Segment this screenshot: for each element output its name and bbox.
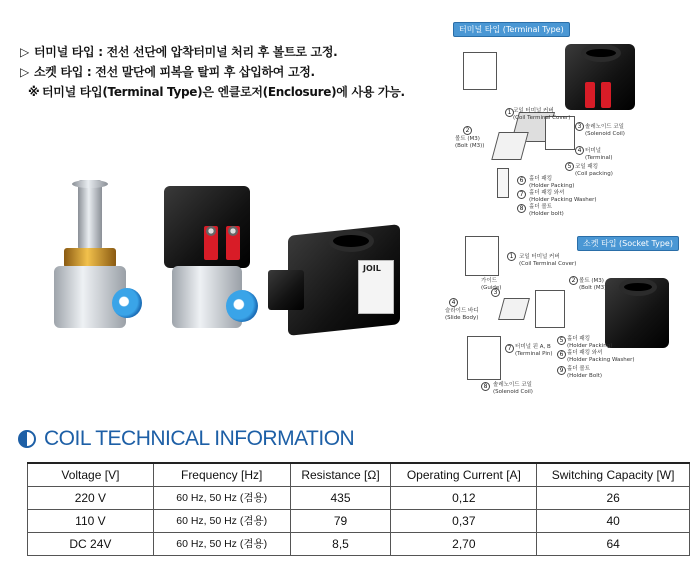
callout-number: 2	[569, 276, 578, 285]
callout-holder-packing: 홀더 패킹 (Holder Packing)	[529, 176, 575, 189]
callout-number: 5	[557, 336, 566, 345]
callout-number: 4	[449, 298, 458, 307]
cell-operating-current: 2,70	[391, 532, 537, 555]
table-row	[28, 509, 690, 532]
cell-resistance: 435	[290, 486, 391, 509]
cell-operating-current: 0,12	[391, 486, 537, 509]
callout-number: 1	[507, 252, 516, 261]
socket-type-title: 소켓 타입 (Socket Type)	[577, 236, 679, 251]
note-socket-type	[20, 62, 440, 82]
note-marker: ※	[28, 85, 40, 99]
callout-holder-bolt: 홀더 볼트 (Holder bolt)	[529, 204, 564, 217]
callout-number: 4	[575, 146, 584, 155]
callout-solenoid-coil: 솔레노이드 코일 (Solenoid Coil)	[493, 382, 533, 395]
table-row	[28, 486, 690, 509]
cell-voltage: DC 24V	[28, 532, 154, 555]
note-marker: ▷	[20, 65, 29, 79]
callout-number: 6	[557, 350, 566, 359]
table-header-row	[28, 463, 690, 486]
terminal-type-diagram	[445, 22, 685, 222]
callout-holder-packing: 홀더 패킹 (Holder Packing)	[567, 336, 613, 349]
installation-notes	[20, 42, 440, 102]
note-reference	[20, 82, 440, 102]
cell-resistance: 79	[290, 509, 391, 532]
callout-holder-bolt: 홀더 볼트 (Holder Bolt)	[567, 366, 603, 379]
section-title-text: COIL TECHNICAL INFORMATION	[44, 427, 355, 450]
cell-switching-capacity: 40	[537, 509, 690, 532]
note-marker: ▷	[20, 45, 29, 59]
cell-switching-capacity: 26	[537, 486, 690, 509]
callout-number: 5	[565, 162, 574, 171]
callout-terminal: 터미널 (Terminal)	[585, 148, 613, 161]
cell-voltage: 220 V	[28, 486, 154, 509]
note-text: 터미널 타입(Terminal Type)은 엔클로저(Enclosure)에 사용 가능.	[42, 85, 405, 99]
header-operating-current: Operating Current [A]	[391, 463, 537, 486]
cell-switching-capacity: 64	[537, 532, 690, 555]
note-terminal-type	[20, 42, 440, 62]
section-heading	[18, 427, 354, 451]
callout-number: 6	[517, 176, 526, 185]
cell-frequency: 60 Hz, 50 Hz (겸용)	[153, 486, 290, 509]
header-resistance: Resistance [Ω]	[290, 463, 391, 486]
callout-guide: 가이드 (Guide)	[481, 278, 502, 291]
callout-coil-terminal-cover: 코일 터미널 커버 (Coil Terminal Cover)	[519, 254, 577, 267]
callout-solenoid-coil: 솔레노이드 코일 (Solenoid Coil)	[585, 124, 625, 137]
cell-resistance: 8,5	[290, 532, 391, 555]
brand-label: JOIL	[363, 264, 381, 273]
note-text: 터미널 타입 : 전선 선단에 압착터미널 처리 후 볼트로 고정.	[34, 45, 338, 59]
valve-terminal-coil-image	[160, 186, 270, 356]
callout-number: 3	[575, 122, 584, 131]
callout-bolt: 볼트 (M3) (Bolt (M3))	[455, 136, 485, 149]
table-row	[28, 532, 690, 555]
socket-coil-image	[268, 220, 408, 340]
callout-number: 3	[491, 288, 500, 297]
header-voltage: Voltage [V]	[28, 463, 154, 486]
callout-number: 2	[463, 126, 472, 135]
assembled-valve-sketch	[463, 52, 497, 90]
callout-holder-packing-washer: 홀더 패킹 와셔 (Holder Packing Washer)	[567, 350, 635, 363]
cell-frequency: 60 Hz, 50 Hz (겸용)	[153, 509, 290, 532]
callout-holder-packing-washer: 홀더 패킹 와셔 (Holder Packing Washer)	[529, 190, 597, 203]
callout-slide-body: 슬라이드 바디 (Slide Body)	[445, 308, 479, 321]
callout-number: 8	[481, 382, 490, 391]
callout-number: 1	[505, 108, 514, 117]
valve-without-coil-image	[50, 180, 160, 350]
header-switching-capacity: Switching Capacity [W]	[537, 463, 690, 486]
product-photos	[20, 170, 430, 370]
note-text: 소켓 타입 : 전선 말단에 피복을 탈피 후 삽입하여 고정.	[34, 65, 315, 79]
terminal-type-title: 터미널 타입 (Terminal Type)	[453, 22, 570, 37]
callout-number: 9	[557, 366, 566, 375]
half-circle-icon	[18, 430, 36, 448]
cell-operating-current: 0,37	[391, 509, 537, 532]
callout-number: 7	[517, 190, 526, 199]
callout-bolt: 볼트 (M3) (Bolt (M3))	[579, 278, 609, 291]
callout-number: 8	[517, 204, 526, 213]
callout-terminal-pin: 터미널 핀 A, B (Terminal Pin)	[515, 344, 553, 357]
callout-coil-terminal-cover: 코일 터미널 커버 (Coil Terminal Cover)	[513, 108, 571, 121]
callout-coil-packing: 코일 패킹 (Coil packing)	[575, 164, 613, 177]
coil-spec-table	[27, 462, 690, 556]
callout-number: 7	[505, 344, 514, 353]
socket-type-diagram	[445, 232, 685, 402]
cell-frequency: 60 Hz, 50 Hz (겸용)	[153, 532, 290, 555]
header-frequency: Frequency [Hz]	[153, 463, 290, 486]
cell-voltage: 110 V	[28, 509, 154, 532]
